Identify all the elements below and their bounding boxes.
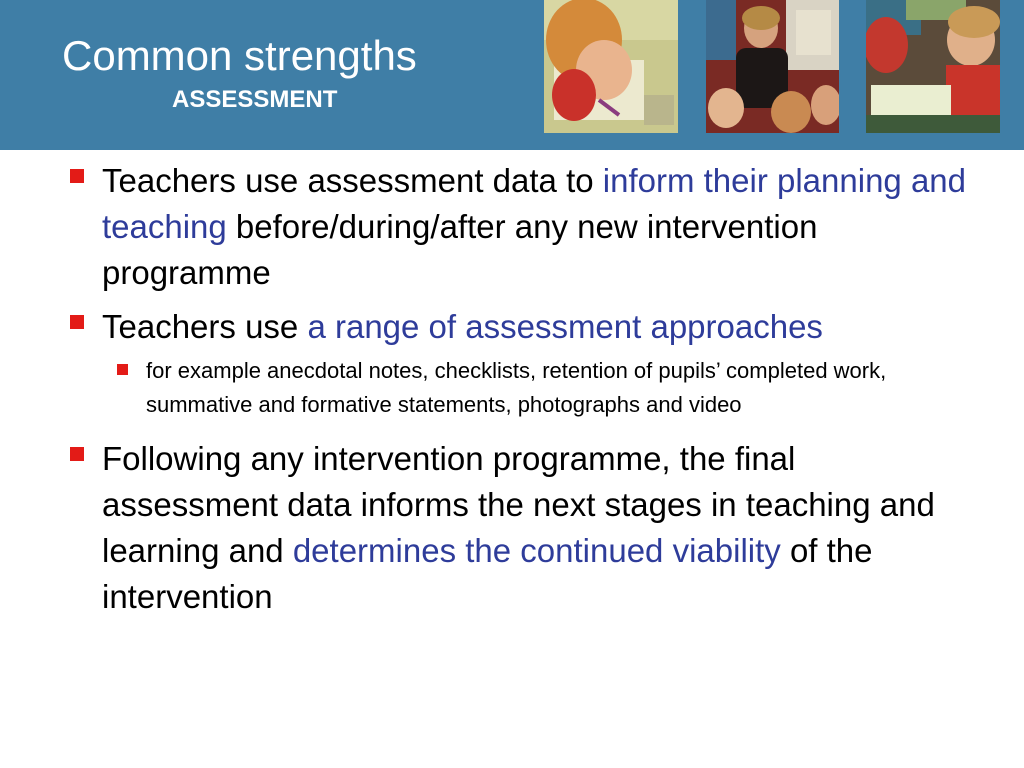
square-bullet-icon <box>70 315 84 329</box>
sub-bullet-item <box>66 354 966 422</box>
square-bullet-icon <box>70 169 84 183</box>
bullet-item <box>66 436 966 620</box>
bullet-text: of the intervention <box>102 532 873 615</box>
bullet-item <box>66 158 966 296</box>
bullet-highlight: inform their planning and teaching <box>102 162 967 245</box>
header-banner <box>0 0 1024 150</box>
slide-body <box>66 158 966 628</box>
square-bullet-icon <box>70 447 84 461</box>
slide-subtitle: ASSESSMENT <box>172 86 338 113</box>
classroom-photo-children-reading <box>866 0 1000 133</box>
sub-bullet-text: for example anecdotal notes, checklists, retention of pupils’ completed work, summative and formative statements, photographs and video <box>146 358 887 417</box>
classroom-photo-teacher-at-board <box>706 0 839 133</box>
bullet-item <box>66 304 966 350</box>
bullet-highlight: a range of assessment approaches <box>307 308 823 345</box>
bullet-text: Following any intervention programme, the final assessment data informs the next stages in teaching and learning and <box>102 440 935 569</box>
bullet-text: Teachers use assessment data to <box>102 162 603 199</box>
classroom-photo-child-writing <box>544 0 678 133</box>
bullet-highlight: determines the continued viability <box>292 532 781 569</box>
slide-title: Common strengths <box>62 32 417 79</box>
bullet-text: Teachers use <box>102 308 308 345</box>
bullet-text: before/during/after any new intervention programme <box>102 208 818 291</box>
square-bullet-icon <box>117 364 128 375</box>
